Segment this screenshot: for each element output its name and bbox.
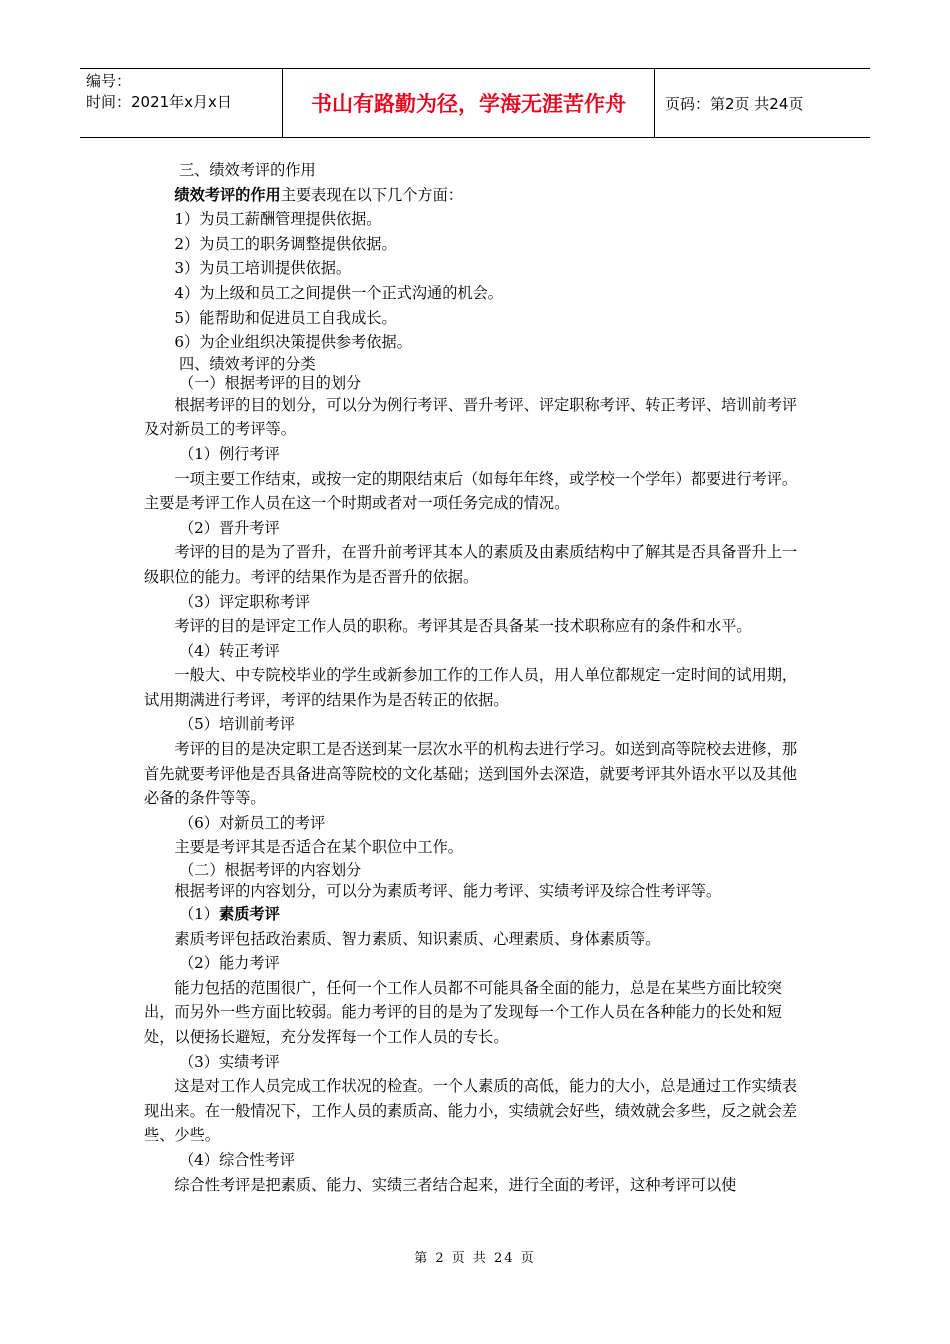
section-4-2-intro: 根据考评的内容划分，可以分为素质考评、能力考评、实绩考评及综合性考评等。 [174, 882, 722, 901]
paragraph: 一般大、中专院校毕业的学生或新参加工作的工作人员，用人单位都规定一定时间的试用期，试用期满进行考评，考评的结果作为是否转正的依据。 [144, 666, 798, 709]
list-item: 5）能帮助和促进员工自我成长。 [174, 308, 397, 327]
subsection-title: （2）晋升考评 [178, 518, 280, 537]
page-footer: 第 2 页 共 24 页 [414, 1251, 536, 1266]
document-body [144, 158, 810, 1197]
list-item: 4）为上级和员工之间提供一个正式沟通的机会。 [174, 283, 503, 302]
list-item: 1）为员工薪酬管理提供依据。 [174, 210, 382, 229]
section-4-title: 四、绩效考评的分类 [178, 354, 316, 373]
paragraph: 这是对工作人员完成工作状况的检查。一个人素质的高低，能力的大小，总是通过工作实绩表现出来。在一般情况下，工作人员的素质高、能力小，实绩就会好些，绩效就会多些，反之就会差些、少些。 [144, 1077, 798, 1145]
paragraph: 一项主要工作结束，或按一定的期限结束后（如每年年终，或学校一个学年）都要进行考评。主要是考评工作人员在这一个时期或者对一项任务完成的情况。 [144, 469, 798, 513]
section-3-lead-rest: 主要表现在以下几个方面： [280, 185, 463, 204]
paragraph: 综合性考评是把素质、能力、实绩三者结合起来，进行全面的考评，这种考评可以使 [174, 1175, 737, 1194]
paragraph: 能力包括的范围很广，任何一个工作人员都不可能具备全面的能力，总是在某些方面比较突出，而另外一些方面比较弱。能力考评的目的是为了发现每一个工作人员在各种能力的长处和短处，以便扬长避短，充分发挥每一个工作人员的专长。 [144, 978, 782, 1046]
document-number-label: 编号： [86, 72, 132, 90]
paragraph: 考评的目的是决定职工是否送到某一层次水平的机构去进行学习。如送到高等院校去进修，那首先就要考评他是否具备进高等院校的文化基础；送到国外去深造，就要考评其外语水平以及其他必备的条件等等。 [144, 740, 798, 808]
subsection-title: （3）实绩考评 [178, 1052, 280, 1071]
subsection-title: （4）综合性考评 [178, 1150, 295, 1169]
subsection-title: （4）转正考评 [178, 641, 280, 660]
header-motto: 书山有路勤为径，学海无涯苦作舟 [283, 69, 655, 137]
list-item: 6）为企业组织决策提供参考依据。 [174, 333, 412, 352]
section-3-lead [144, 183, 810, 208]
section-4-1-title: （一）根据考评的目的划分 [178, 373, 362, 392]
section-3-title: 三、绩效考评的作用 [178, 161, 316, 179]
paragraph: 考评的目的是评定工作人员的职称。考评其是否具备某一技术职称应有的条件和水平。 [174, 617, 752, 636]
document-time-label: 时间：2021年x月x日 [86, 93, 232, 111]
paragraph: 考评的目的是为了晋升，在晋升前考评其本人的素质及由素质结构中了解其是否具备晋升上一级职位的能力。考评的结果作为是否晋升的依据。 [144, 543, 798, 586]
subsection-bold-title: 素质考评 [219, 905, 280, 924]
subsection-number: （1） [178, 905, 219, 924]
paragraph: 主要是考评其是否适合在某个职位中工作。 [174, 838, 463, 857]
subsection-title [144, 902, 810, 927]
header-page-info: 页码：第2页 共24页 [665, 94, 804, 113]
paragraph: 素质考评包括政治素质、智力素质、知识素质、心理素质、身体素质等。 [174, 929, 661, 948]
section-4-2-title: （二）根据考评的内容划分 [178, 861, 362, 880]
header-meta [80, 69, 283, 137]
subsection-title: （1）例行考评 [178, 444, 280, 463]
subsection-title: （5）培训前考评 [178, 715, 295, 734]
subsection-title: （6）对新员工的考评 [178, 813, 326, 832]
subsection-title: （2）能力考评 [178, 954, 280, 973]
section-3-lead-bold: 绩效考评的作用 [174, 185, 281, 204]
list-item: 2）为员工的职务调整提供依据。 [174, 234, 397, 253]
list-item: 3）为员工培训提供依据。 [174, 259, 352, 278]
page-header [80, 68, 870, 138]
section-4-1-intro: 根据考评的目的划分，可以分为例行考评、晋升考评、评定职称考评、转正考评、培训前考评及对新员工的考评等。 [144, 395, 798, 439]
subsection-title: （3）评定职称考评 [178, 592, 311, 611]
